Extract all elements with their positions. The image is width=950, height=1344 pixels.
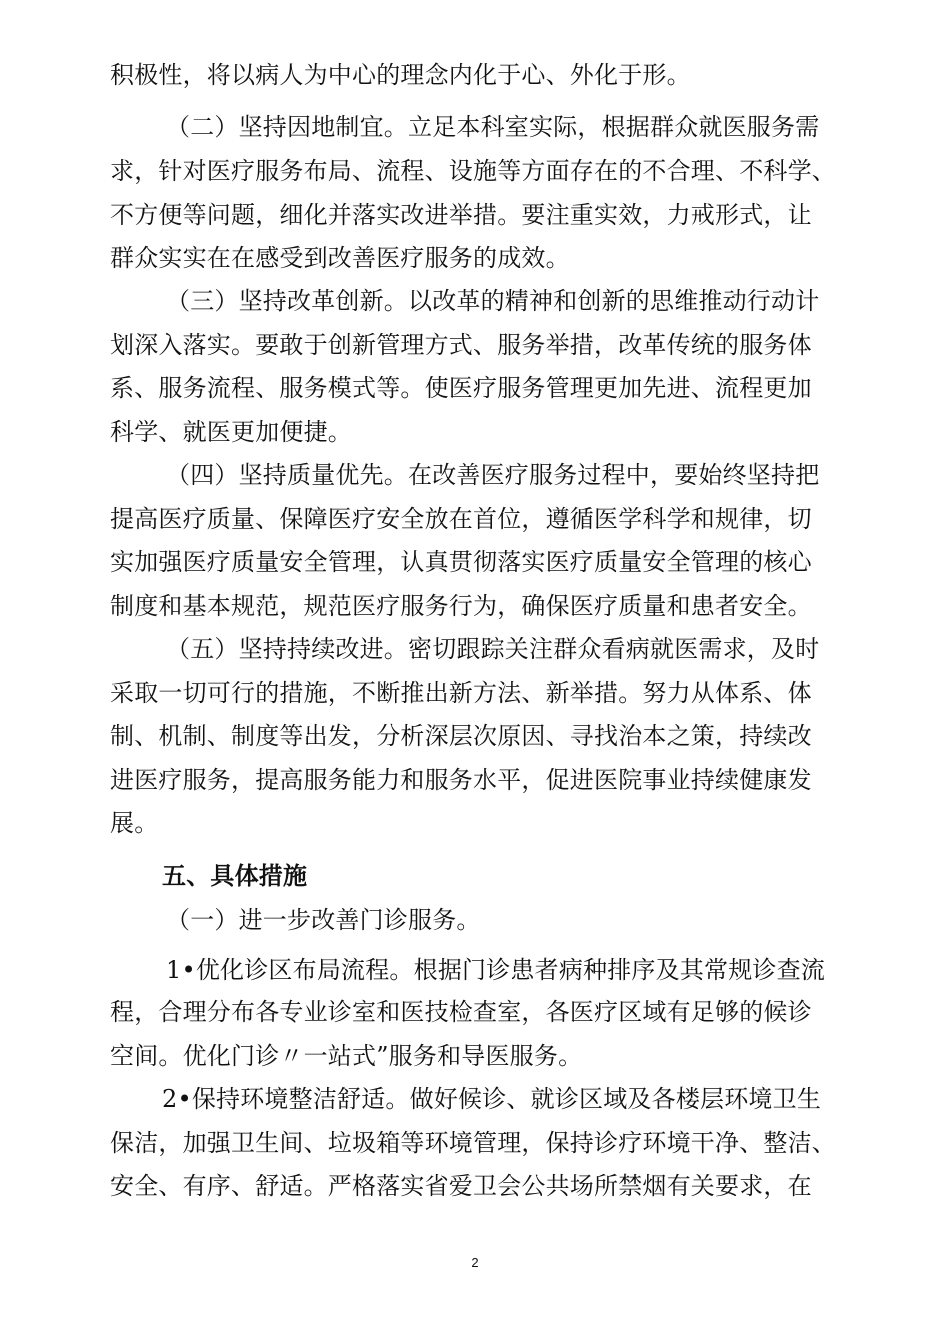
text-line: 空间。优化门诊〃一站式”服务和导医服务。 <box>110 1042 583 1070</box>
text-line: 展。 <box>110 809 159 837</box>
text-line: 系、服务流程、服务模式等。使医疗服务管理更加先进、流程更加 <box>110 374 812 402</box>
text-line: 求，针对医疗服务布局、流程、设施等方面存在的不合理、不科学、 <box>110 157 836 185</box>
text-line: 采取一切可行的措施，不断推出新方法、新举措。努力从体系、体 <box>110 679 812 707</box>
text-line: 安全、有序、舒适。严格落实省爱卫会公共场所禁烟有关要求，在 <box>110 1172 812 1200</box>
text-line: 群众实实在在感受到改善医疗服务的成效。 <box>110 244 570 272</box>
text-line: 划深入落实。要敢于创新管理方式、服务举措，改革传统的服务体 <box>110 331 812 359</box>
text-line: 实加强医疗质量安全管理，认真贯彻落实医疗质量安全管理的核心 <box>110 548 812 576</box>
text-line: 制度和基本规范，规范医疗服务行为，确保医疗质量和患者安全。 <box>110 592 812 620</box>
text-line: 科学、就医更加便捷。 <box>110 418 352 446</box>
text-line: 程，合理分布各专业诊室和医技检查室，各医疗区域有足够的候诊 <box>110 998 812 1026</box>
text-line: 制、机制、制度等出发，分析深层次原因、寻找治本之策，持续改 <box>110 722 812 750</box>
subsection-heading: （一）进一步改善门诊服务。 <box>166 906 481 934</box>
paragraph-first-line: 1•优化诊区布局流程。根据门诊患者病种排序及其常规诊查流 <box>166 956 826 984</box>
text-line: 进医疗服务，提高服务能力和服务水平，促进医院事业持续健康发 <box>110 766 812 794</box>
paragraph-first-line: （四）坚持质量优先。在改善医疗服务过程中，要始终坚持把 <box>166 461 820 489</box>
text-line: 保洁，加强卫生间、垃圾箱等环境管理，保持诊疗环境干净、整洁、 <box>110 1129 836 1157</box>
text-line: 积极性，将以病人为中心的理念内化于心、外化于形。 <box>110 61 691 89</box>
text-line: 不方便等问题，细化并落实改进举措。要注重实效，力戒形式，让 <box>110 201 812 229</box>
text-line: 提高医疗质量、保障医疗安全放在首位，遵循医学科学和规律，切 <box>110 505 812 533</box>
paragraph-first-line: （二）坚持因地制宜。立足本科室实际，根据群众就医服务需 <box>166 113 820 141</box>
paragraph-first-line: （三）坚持改革创新。以改革的精神和创新的思维推动行动计 <box>166 287 820 315</box>
section-heading: 五、具体措施 <box>162 862 308 890</box>
page-number: 2 <box>471 1255 479 1270</box>
paragraph-first-line: 2•保持环境整洁舒适。做好候诊、就诊区域及各楼层环境卫生 <box>162 1085 822 1113</box>
paragraph-first-line: （五）坚持持续改进。密切跟踪关注群众看病就医需求，及时 <box>166 635 820 663</box>
